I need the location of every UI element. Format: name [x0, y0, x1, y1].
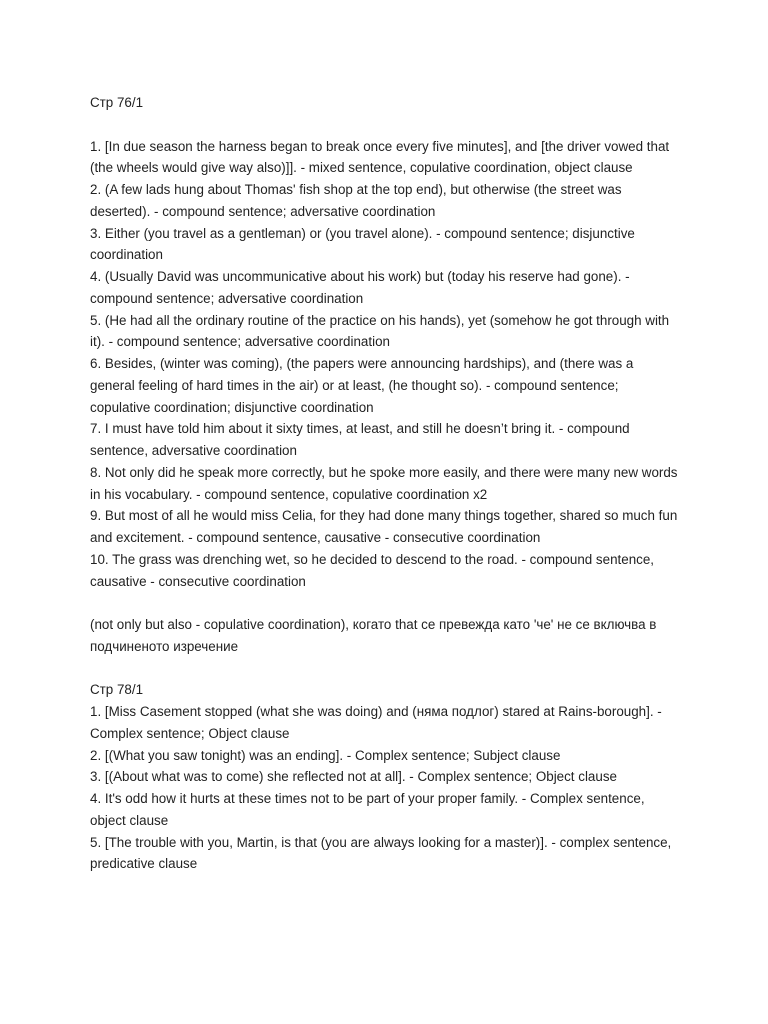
blank-line	[90, 592, 680, 614]
list-item: 7. I must have told him about it sixty times, at least, and still he doesn’t bring it. - compound sentence, adversative coordination	[90, 421, 630, 458]
exercise-list-page-78	[90, 701, 680, 875]
list-item: 2. [(What you saw tonight) was an ending]. - Complex sentence; Subject clause	[90, 747, 561, 763]
blank-line	[90, 114, 680, 136]
list-item: 4. It's odd how it hurts at these times not to be part of your proper family. - Complex sentence, object clause	[90, 791, 645, 828]
list-item: 9. But most of all he would miss Celia, for they had done many things together, shared so much fun and excitement. - compound sentence, causative - consecutive coordination	[90, 508, 678, 545]
list-item: 1. [Miss Casement stopped (what she was doing) and (няма подлог) stared at Rains-borough]. - Complex sentence; Object clause	[90, 704, 662, 741]
list-item: 2. (A few lads hung about Thomas' fish shop at the top end), but otherwise (the street was deserted). - compound sentence; adversative coordination	[90, 182, 622, 219]
list-item: 10. The grass was drenching wet, so he decided to descend to the road. - compound sentence, causative - consecutive coordination	[90, 551, 655, 589]
blank-line	[90, 658, 680, 680]
list-item: 1. [In due season the harness began to break once every five minutes], and [the driver vowed that (the wheels would give way also)]]. - mixed sentence, copulative coordination, object clause	[90, 138, 670, 176]
list-item: 5. [The trouble with you, Martin, is that (you are always looking for a master)]. - complex sentence, predicative clause	[90, 834, 672, 872]
list-item: 4. (Usually David was uncommunicative about his work) but (today his reserve had gone). - compound sentence; adversative coordination	[90, 269, 630, 306]
section-title-page-76: Стр 76/1	[90, 95, 144, 110]
list-item: 3. [(About what was to come) she reflected not at all]. - Complex sentence; Object clause	[90, 769, 617, 785]
list-item: 3. Either (you travel as a gentleman) or (you travel alone). - compound sentence; disjunctive coordination	[90, 225, 635, 263]
exercise-list-page-76	[90, 136, 680, 593]
grammar-note: (not only but also - copulative coordination), когато that се превежда като 'че' не се включва в подчиненото изречение	[90, 617, 657, 654]
list-item: 8. Not only did he speak more correctly, but he spoke more easily, and there were many new words in his vocabulary. - compound sentence, copulative coordination x2	[90, 464, 678, 502]
section-title-page-78: Стр 78/1	[90, 682, 144, 698]
list-item: 5. (He had all the ordinary routine of the practice on his hands), yet (somehow he got through with it). - compound sentence; adversative coordination	[90, 312, 670, 350]
list-item: 6. Besides, (winter was coming), (the papers were announcing hardships), and (there was a general feeling of hard times in the air) or at least, (he thought so). - compound sentence; copulative coordination; disjunctive coordination	[90, 356, 634, 415]
document-body	[90, 92, 680, 875]
